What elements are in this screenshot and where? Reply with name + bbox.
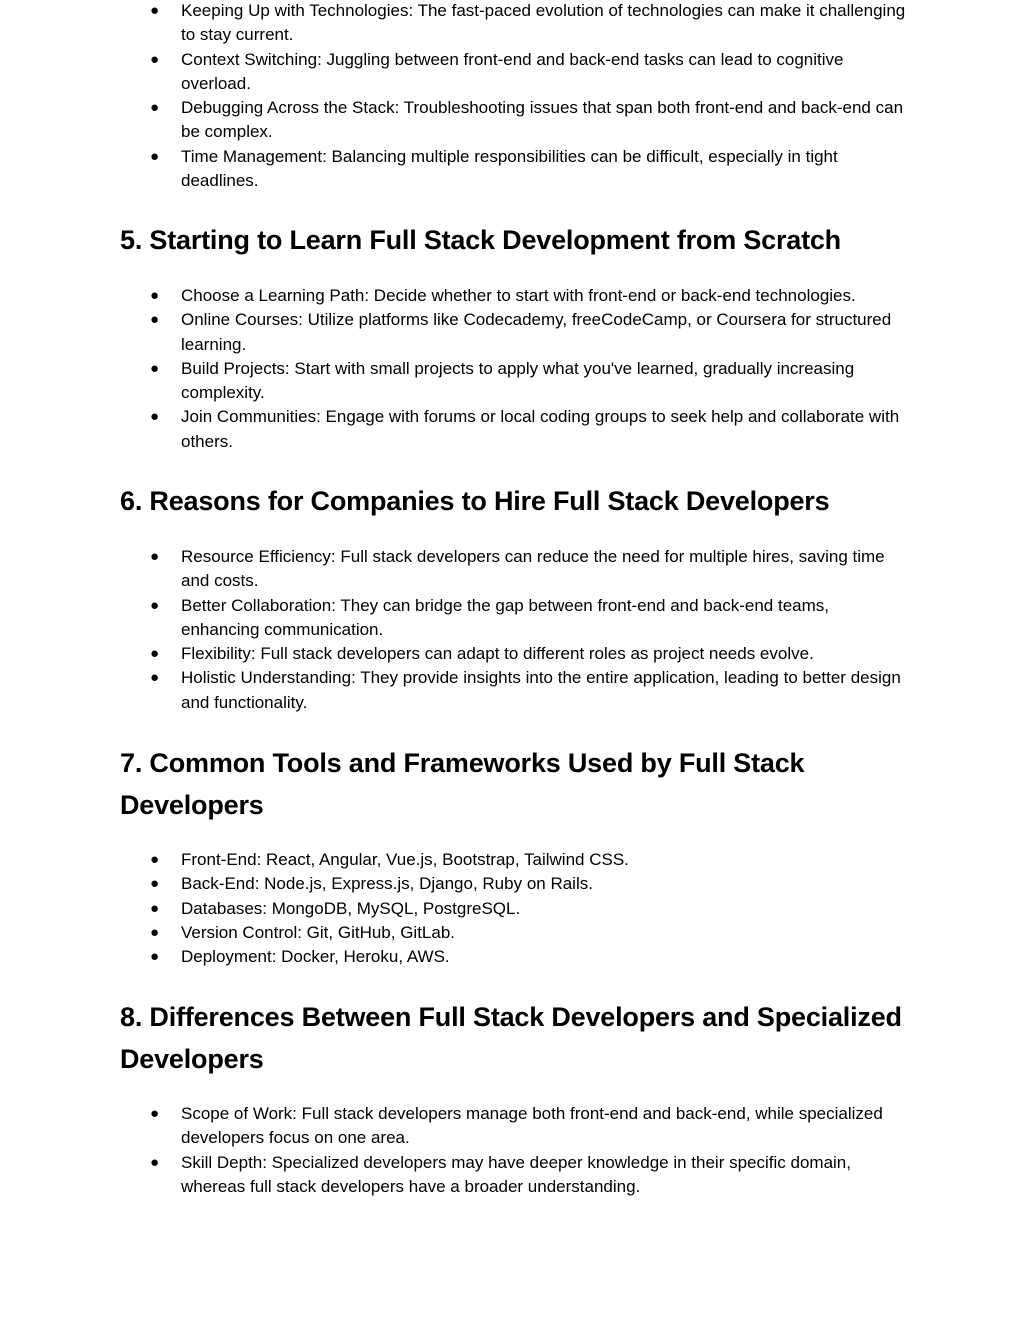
bullet-icon: ● — [150, 851, 160, 868]
bullet-icon: ● — [150, 875, 160, 893]
section-6 — [120, 480, 910, 522]
list-item: ● Build Projects: Start with small projects to apply what you've learned, gradually increasing complexity. — [150, 358, 855, 403]
section-7 — [120, 742, 820, 826]
list-item: ● Time Management: Balancing multiple responsibilities can be difficult, especially in tight deadlines. — [150, 146, 838, 191]
bullet-icon: ● — [150, 2, 160, 19]
section-6-bullet-list — [120, 545, 910, 715]
list-item: ● Holistic Understanding: They provide insights into the entire application, leading to better design and functionality. — [150, 668, 901, 712]
bullet-icon: ● — [150, 311, 160, 329]
list-item: ● Debugging Across the Stack: Troubleshooting issues that span both front-end and back-end can be complex. — [150, 98, 904, 142]
section-8-list-wrap — [120, 1102, 910, 1199]
bullet-icon: ● — [150, 1105, 160, 1122]
list-item: ● Keeping Up with Technologies: The fast-paced evolution of technologies can make it challenging to stay current. — [150, 1, 906, 45]
section-5 — [120, 219, 910, 261]
section-5-list-wrap — [120, 284, 910, 454]
intro-bullet-list — [120, 0, 910, 193]
list-item: ● Choose a Learning Path: Decide whether to start with front-end or back-end technologies. — [120, 284, 910, 308]
list-item: ● Flexibility: Full stack developers can adapt to different roles as project needs evolve. — [120, 642, 910, 666]
bullet-icon: ● — [150, 99, 160, 117]
list-item: ● Version Control: Git, GitHub, GitLab. — [120, 921, 910, 945]
bullet-icon: ● — [150, 645, 160, 663]
bullet-icon: ● — [150, 548, 160, 565]
section-heading: 8. Differences Between Full Stack Developers and Specialized Developers — [120, 1002, 902, 1074]
bullet-icon: ● — [150, 1153, 160, 1171]
list-item: ● Front-End: React, Angular, Vue.js, Bootstrap, Tailwind CSS. — [120, 848, 910, 872]
section-6-list-wrap — [120, 545, 910, 715]
intro-section — [120, 0, 910, 193]
bullet-icon: ● — [150, 923, 160, 941]
bullet-icon: ● — [150, 408, 160, 426]
list-item: ● Online Courses: Utilize platforms like Codecademy, freeCodeCamp, or Coursera for structured learning. — [150, 310, 892, 354]
bullet-icon: ● — [150, 596, 160, 614]
section-5-bullet-list — [120, 284, 910, 454]
bullet-icon: ● — [150, 50, 160, 68]
section-7-list-wrap — [120, 848, 910, 969]
section-heading: 6. Reasons for Companies to Hire Full Stack Developers — [120, 486, 830, 516]
bullet-icon: ● — [150, 948, 160, 966]
list-item: ● Scope of Work: Full stack developers manage both front-end and back-end, while specialized developers focus on one area. — [150, 1104, 883, 1148]
bullet-icon: ● — [150, 287, 160, 304]
section-7-bullet-list — [120, 848, 910, 969]
list-item: ● Resource Efficiency: Full stack developers can reduce the need for multiple hires, saving time and costs. — [150, 547, 885, 591]
bullet-icon: ● — [150, 899, 160, 917]
section-8-bullet-list — [120, 1102, 910, 1199]
section-8 — [120, 996, 910, 1080]
list-item: ● Join Communities: Engage with forums or local coding groups to seek help and collaborate with others. — [150, 407, 900, 451]
bullet-icon: ● — [150, 147, 160, 165]
list-item: ● Back-End: Node.js, Express.js, Django, Ruby on Rails. — [120, 872, 910, 896]
bullet-icon: ● — [150, 359, 160, 377]
list-item: ● Deployment: Docker, Heroku, AWS. — [120, 945, 910, 969]
list-item: ● Better Collaboration: They can bridge the gap between front-end and back-end teams, enhancing communication. — [150, 595, 829, 639]
bullet-icon: ● — [150, 669, 160, 687]
section-heading: 7. Common Tools and Frameworks Used by Full Stack Developers — [120, 748, 805, 820]
section-heading: 5. Starting to Learn Full Stack Development from Scratch — [120, 225, 841, 255]
list-item: ● Skill Depth: Specialized developers may have deeper knowledge in their specific domain, whereas full stack developers have a broader understanding. — [150, 1152, 851, 1196]
list-item: ● Databases: MongoDB, MySQL, PostgreSQL. — [120, 897, 910, 921]
list-item: ● Context Switching: Juggling between front-end and back-end tasks can lead to cognitive overload. — [150, 49, 844, 93]
